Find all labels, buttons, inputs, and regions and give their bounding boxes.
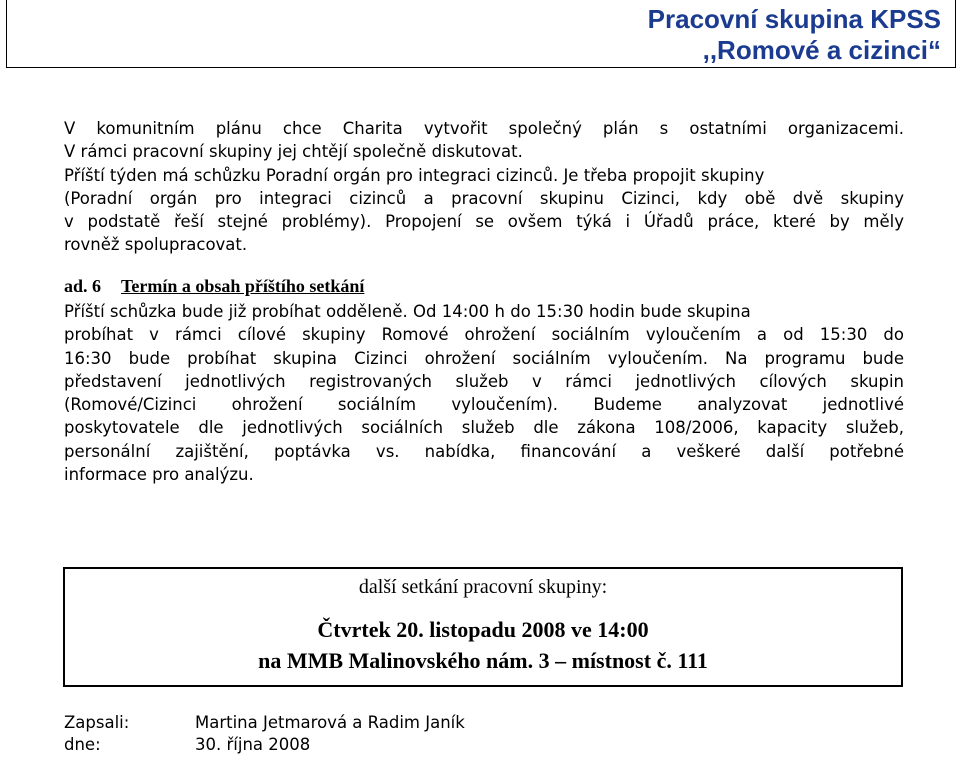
- next-meeting-place: na MMB Malinovského nám. 3 – místnost č. 111: [258, 648, 708, 673]
- paragraph-charita: [64, 117, 904, 257]
- section-heading-6: [64, 275, 364, 297]
- header-box: [6, 0, 956, 68]
- title-line-1: Pracovní skupina KPSS: [647, 4, 941, 34]
- date-value: 30. října 2008: [195, 735, 311, 754]
- paragraph-line: 16:30 bude probíhat skupina Cizinci ohrožení sociálním vyloučením. Na programu bude: [64, 348, 904, 368]
- document-title: [648, 4, 941, 66]
- title-line-2: ,,Romové a cizinci“: [702, 35, 941, 65]
- paragraph-line: rovněž spolupracovat.: [64, 235, 248, 255]
- paragraph-line: Příští schůzka bude již probíhat odděleně. Od 14:00 h do 15:30 hodin bude skupina: [64, 302, 751, 321]
- next-meeting-label: další setkání pracovní skupiny:: [358, 576, 608, 598]
- section-number: ad. 6: [64, 276, 102, 296]
- paragraph-line: V rámci pracovní skupiny jej chtějí společně diskutovat.: [64, 142, 523, 162]
- paragraph-line: v podstatě řeší stejné problémy). Propojení se ovšem týká i Úřadů práce, které by měly: [64, 212, 904, 232]
- paragraph-next-meeting-content: [64, 300, 904, 486]
- paragraph-line: Příští týden má schůzku Poradní orgán pro integraci cizinců. Je třeba propojit skupiny: [64, 165, 765, 185]
- recorded-by-label: Zapsali:: [64, 713, 130, 732]
- paragraph-line: představení jednotlivých registrovaných služeb v rámci jednotlivých cílových skupin: [64, 371, 904, 391]
- paragraph-line: probíhat v rámci cílové skupiny Romové ohrožení sociálním vyloučením a od 15:30 do: [64, 325, 904, 345]
- section-title: Termín a obsah příštího setkání: [121, 276, 365, 296]
- footer-recorded-by: [64, 712, 465, 734]
- date-label: dne:: [64, 735, 101, 754]
- next-meeting-date: Čtvrtek 20. listopadu 2008 ve 14:00: [317, 617, 649, 642]
- paragraph-line: V komunitním plánu chce Charita vytvořit společný plán s ostatními organizacemi.: [64, 119, 904, 138]
- paragraph-line: informace pro analýzu.: [64, 465, 254, 485]
- footer-date: [64, 734, 310, 756]
- next-meeting-box: [63, 567, 903, 687]
- recorded-by-value: Martina Jetmarová a Radim Janík: [195, 713, 465, 732]
- paragraph-line: (Romové/Cizinci ohrožení sociálním vyloučením). Budeme analyzovat jednotlivé: [64, 395, 904, 415]
- paragraph-line: (Poradní orgán pro integraci cizinců a pracovní skupinu Cizinci, kdy obě dvě skupiny: [64, 188, 904, 208]
- paragraph-line: poskytovatele dle jednotlivých sociálních služeb dle zákona 108/2006, kapacity služeb,: [64, 418, 904, 438]
- paragraph-line: personální zajištění, poptávka vs. nabídka, financování a veškeré další potřebné: [64, 441, 904, 461]
